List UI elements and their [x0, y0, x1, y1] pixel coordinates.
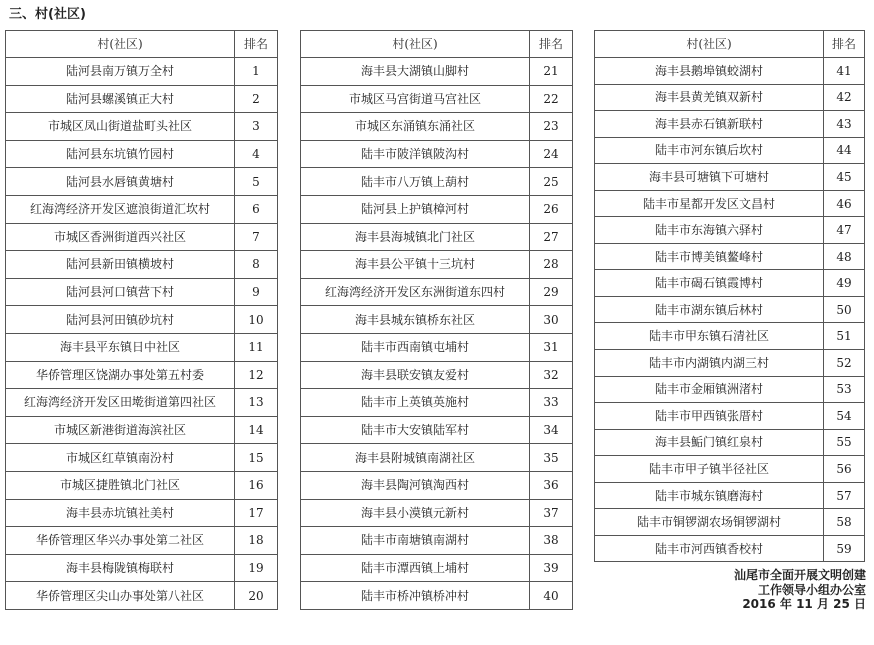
- table-row: [6, 168, 278, 196]
- rank-number: 20: [235, 582, 278, 610]
- header-village: 村(社区): [301, 31, 530, 58]
- header-village: 村(社区): [6, 31, 235, 58]
- table-row: [6, 444, 278, 472]
- rank-number: 14: [235, 416, 278, 444]
- rank-number: 4: [235, 140, 278, 168]
- village-name: 陆丰市湖东镇后林村: [595, 296, 824, 323]
- rank-number: 26: [530, 195, 573, 223]
- village-name: 海丰县鮜门镇红泉村: [595, 429, 824, 456]
- village-name: 陆河县南万镇万全村: [6, 58, 235, 86]
- village-name: 陆丰市铜锣湖农场铜锣湖村: [595, 509, 824, 536]
- village-name: 海丰县城东镇桥东社区: [301, 306, 530, 334]
- table-row: [595, 482, 865, 509]
- issuer-signature: [734, 568, 866, 612]
- village-name: 陆丰市甲子镇半径社区: [595, 456, 824, 483]
- village-name: 陆丰市陂洋镇陂沟村: [301, 140, 530, 168]
- table-header-row: [301, 31, 573, 58]
- village-name: 陆丰市内湖镇内湖三村: [595, 350, 824, 377]
- table-row: [301, 195, 573, 223]
- table-row: [595, 164, 865, 191]
- village-name: 海丰县可塘镇下可塘村: [595, 164, 824, 191]
- rank-number: 33: [530, 389, 573, 417]
- table-row: [6, 278, 278, 306]
- village-name: 陆丰市桥冲镇桥冲村: [301, 582, 530, 610]
- table-row: [6, 113, 278, 141]
- table-row: [301, 554, 573, 582]
- header-village: 村(社区): [595, 31, 824, 58]
- rank-number: 12: [235, 361, 278, 389]
- table-row: [595, 296, 865, 323]
- table-row: [301, 306, 573, 334]
- table-row: [301, 444, 573, 472]
- village-name: 海丰县平东镇日中社区: [6, 333, 235, 361]
- table-row: [6, 499, 278, 527]
- issuer-line-1: 汕尾市全面开展文明创建: [733, 568, 866, 582]
- section-heading: 三、村(社区): [9, 7, 86, 22]
- village-name: 陆丰市八万镇上葫村: [301, 168, 530, 196]
- table-row: [301, 140, 573, 168]
- village-name: 陆丰市河东镇后坎村: [595, 137, 824, 164]
- rank-number: 5: [235, 168, 278, 196]
- rank-number: 41: [824, 58, 865, 85]
- issue-date: 2016 年 11 月 25 日: [742, 597, 866, 611]
- village-name: 红海湾经济开发区田墘街道第四社区: [6, 389, 235, 417]
- table-row: [6, 223, 278, 251]
- village-name: 陆丰市金厢镇洲渚村: [595, 376, 824, 403]
- rank-number: 55: [824, 429, 865, 456]
- table-row: [301, 527, 573, 555]
- rank-number: 31: [530, 333, 573, 361]
- village-name: 海丰县小漠镇元新村: [301, 499, 530, 527]
- village-name: 陆河县东坑镇竹园村: [6, 140, 235, 168]
- table-row: [595, 58, 865, 85]
- village-name: 市城区东涌镇东涌社区: [301, 113, 530, 141]
- table-row: [301, 58, 573, 86]
- rank-number: 28: [530, 251, 573, 279]
- rank-number: 54: [824, 403, 865, 430]
- table-row: [6, 140, 278, 168]
- rank-number: 47: [824, 217, 865, 244]
- rank-number: 56: [824, 456, 865, 483]
- village-name: 海丰县黄羌镇双新村: [595, 84, 824, 111]
- table-row: [301, 168, 573, 196]
- village-name: 陆丰市上英镇英施村: [301, 389, 530, 417]
- rank-number: 16: [235, 471, 278, 499]
- rank-number: 30: [530, 306, 573, 334]
- village-name: 海丰县梅陇镇梅联村: [6, 554, 235, 582]
- ranking-table-1: [5, 30, 278, 610]
- table-row: [301, 223, 573, 251]
- village-name: 陆丰市星都开发区文昌村: [595, 190, 824, 217]
- table-row: [6, 471, 278, 499]
- table-row: [595, 111, 865, 138]
- rank-number: 8: [235, 251, 278, 279]
- village-name: 市城区香洲街道西兴社区: [6, 223, 235, 251]
- rank-number: 17: [235, 499, 278, 527]
- rank-number: 53: [824, 376, 865, 403]
- table-header-row: [595, 31, 865, 58]
- table-row: [6, 333, 278, 361]
- rank-number: 6: [235, 195, 278, 223]
- village-name: 陆丰市城东镇磨海村: [595, 482, 824, 509]
- rank-number: 3: [235, 113, 278, 141]
- rank-number: 48: [824, 243, 865, 270]
- village-name: 海丰县大湖镇山脚村: [301, 58, 530, 86]
- table-row: [301, 499, 573, 527]
- rank-number: 38: [530, 527, 573, 555]
- table-row: [6, 195, 278, 223]
- village-name: 海丰县海城镇北门社区: [301, 223, 530, 251]
- village-name: 海丰县鹅埠镇蛟湖村: [595, 58, 824, 85]
- village-name: 华侨管理区饶湖办事处第五村委: [6, 361, 235, 389]
- table-row: [595, 535, 865, 562]
- rank-number: 22: [530, 85, 573, 113]
- rank-number: 46: [824, 190, 865, 217]
- table-row: [6, 582, 278, 610]
- village-name: 陆丰市大安镇陆军村: [301, 416, 530, 444]
- village-name: 海丰县陶河镇淘西村: [301, 471, 530, 499]
- rank-number: 49: [824, 270, 865, 297]
- rank-number: 1: [235, 58, 278, 86]
- table-row: [301, 582, 573, 610]
- rank-number: 15: [235, 444, 278, 472]
- rank-number: 27: [530, 223, 573, 251]
- table-row: [6, 58, 278, 86]
- ranking-table-2: [300, 30, 573, 610]
- rank-number: 50: [824, 296, 865, 323]
- village-name: 陆丰市河西镇香校村: [595, 535, 824, 562]
- rank-number: 10: [235, 306, 278, 334]
- village-name: 陆丰市东海镇六驿村: [595, 217, 824, 244]
- village-name: 陆河县上护镇樟河村: [301, 195, 530, 223]
- village-name: 陆丰市博美镇鳌峰村: [595, 243, 824, 270]
- table-row: [301, 85, 573, 113]
- rank-number: 35: [530, 444, 573, 472]
- village-name: 华侨管理区尖山办事处第八社区: [6, 582, 235, 610]
- header-rank: 排名: [235, 31, 278, 58]
- table-row: [6, 251, 278, 279]
- village-name: 海丰县赤坑镇社美村: [6, 499, 235, 527]
- table-row: [595, 509, 865, 536]
- rank-number: 13: [235, 389, 278, 417]
- village-name: 陆河县螺溪镇正大村: [6, 85, 235, 113]
- rank-number: 57: [824, 482, 865, 509]
- village-name: 陆河县河田镇砂坑村: [6, 306, 235, 334]
- table-row: [595, 376, 865, 403]
- rank-number: 34: [530, 416, 573, 444]
- rank-number: 7: [235, 223, 278, 251]
- rank-number: 37: [530, 499, 573, 527]
- rank-number: 25: [530, 168, 573, 196]
- rank-number: 59: [824, 535, 865, 562]
- village-name: 市城区新港街道海滨社区: [6, 416, 235, 444]
- rank-number: 11: [235, 333, 278, 361]
- rank-number: 51: [824, 323, 865, 350]
- village-name: 陆河县新田镇横坡村: [6, 251, 235, 279]
- village-name: 市城区马宫街道马宫社区: [301, 85, 530, 113]
- rank-number: 9: [235, 278, 278, 306]
- table-row: [595, 137, 865, 164]
- table-row: [6, 416, 278, 444]
- village-name: 海丰县联安镇友爱村: [301, 361, 530, 389]
- table-header-row: [6, 31, 278, 58]
- village-name: 海丰县赤石镇新联村: [595, 111, 824, 138]
- rank-number: 23: [530, 113, 573, 141]
- rank-number: 24: [530, 140, 573, 168]
- table-row: [6, 389, 278, 417]
- table-row: [6, 361, 278, 389]
- table-row: [595, 350, 865, 377]
- rank-number: 2: [235, 85, 278, 113]
- rank-number: 40: [530, 582, 573, 610]
- header-rank: 排名: [824, 31, 865, 58]
- table-row: [595, 217, 865, 244]
- table-row: [6, 554, 278, 582]
- table-row: [6, 85, 278, 113]
- table-row: [595, 323, 865, 350]
- village-name: 陆丰市碣石镇霞博村: [595, 270, 824, 297]
- table-row: [595, 84, 865, 111]
- table-row: [6, 306, 278, 334]
- village-name: 市城区捷胜镇北门社区: [6, 471, 235, 499]
- table-row: [301, 389, 573, 417]
- table-row: [301, 361, 573, 389]
- rank-number: 39: [530, 554, 573, 582]
- table-row: [595, 270, 865, 297]
- village-name: 海丰县公平镇十三坑村: [301, 251, 530, 279]
- rank-number: 19: [235, 554, 278, 582]
- table-row: [301, 113, 573, 141]
- rank-number: 36: [530, 471, 573, 499]
- rank-number: 21: [530, 58, 573, 86]
- issuer-line-2: 工作领导小组办公室: [757, 582, 866, 597]
- header-rank: 排名: [530, 31, 573, 58]
- village-name: 红海湾经济开发区遮浪街道汇坎村: [6, 195, 235, 223]
- table-row: [301, 251, 573, 279]
- rank-number: 45: [824, 164, 865, 191]
- village-name: 陆丰市甲西镇张厝村: [595, 403, 824, 430]
- village-name: 红海湾经济开发区东洲街道东四村: [301, 278, 530, 306]
- village-name: 市城区红草镇南汾村: [6, 444, 235, 472]
- table-row: [595, 456, 865, 483]
- rank-number: 18: [235, 527, 278, 555]
- table-row: [595, 403, 865, 430]
- rank-number: 52: [824, 350, 865, 377]
- village-name: 市城区凤山街道盐町头社区: [6, 113, 235, 141]
- table-row: [595, 429, 865, 456]
- rank-number: 44: [824, 137, 865, 164]
- village-name: 华侨管理区华兴办事处第二社区: [6, 527, 235, 555]
- village-name: 陆河县水唇镇黄塘村: [6, 168, 235, 196]
- table-row: [301, 333, 573, 361]
- rank-number: 29: [530, 278, 573, 306]
- rank-number: 42: [824, 84, 865, 111]
- rank-number: 58: [824, 509, 865, 536]
- table-row: [595, 190, 865, 217]
- village-name: 陆丰市潭西镇上埔村: [301, 554, 530, 582]
- village-name: 海丰县附城镇南湖社区: [301, 444, 530, 472]
- village-name: 陆丰市南塘镇南湖村: [301, 527, 530, 555]
- table-row: [301, 416, 573, 444]
- rank-number: 32: [530, 361, 573, 389]
- table-row: [595, 243, 865, 270]
- ranking-table-3: [594, 30, 865, 562]
- village-name: 陆丰市甲东镇石清社区: [595, 323, 824, 350]
- table-row: [301, 278, 573, 306]
- rank-number: 43: [824, 111, 865, 138]
- table-row: [301, 471, 573, 499]
- village-name: 陆丰市西南镇屯埔村: [301, 333, 530, 361]
- village-name: 陆河县河口镇营下村: [6, 278, 235, 306]
- table-row: [6, 527, 278, 555]
